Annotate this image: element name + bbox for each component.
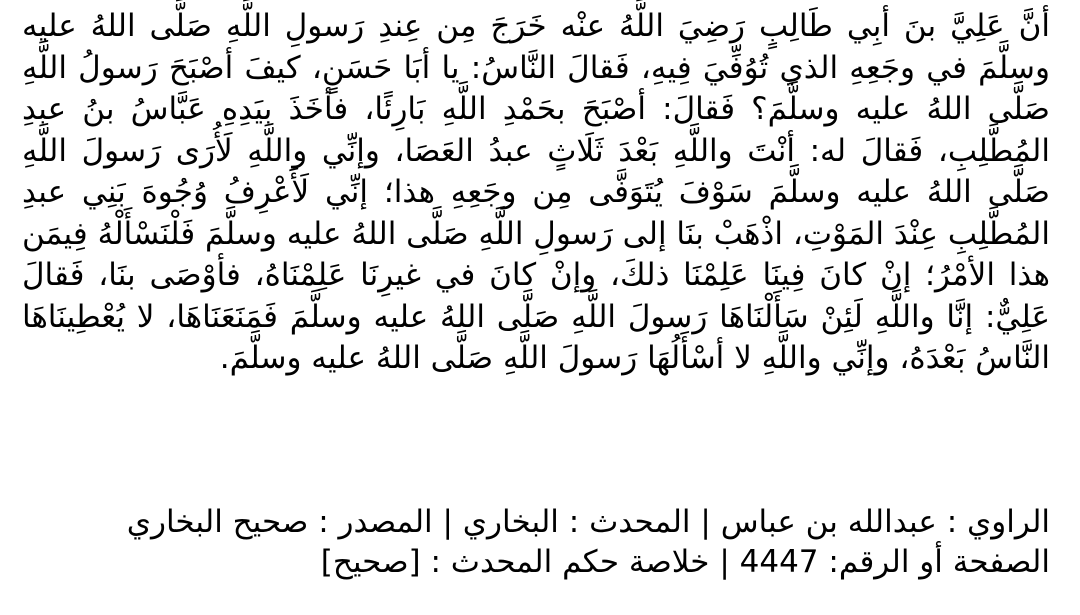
narrator-value: عبدالله بن عباس [720, 504, 937, 540]
attribution-line-grading [321, 542, 1050, 582]
verdict-label: خلاصة حكم المحدث : [430, 544, 710, 580]
muhaddith-label: المحدث : [568, 504, 691, 540]
separator: | [719, 544, 730, 580]
narrator-label: الراوي : [946, 504, 1050, 540]
page-label: الصفحة أو الرقم: [828, 544, 1050, 580]
separator: | [442, 504, 453, 540]
verdict-value: [صحيح] [320, 544, 421, 580]
separator: | [700, 504, 711, 540]
muhaddith-value: البخاري [462, 504, 559, 540]
page-number: 4447 [739, 544, 819, 580]
hadith-text: أنَّ عَلِيَّ بنَ أبِي طَالِبٍ رَضِيَ اللَّهُ عنْه خَرَجَ مِن عِندِ رَسولِ اللَّهِ صَلَّى اللهُ عليه وسلَّمَ في وجَعِهِ الذي تُوُفِّيَ فِيهِ، فَقالَ النَّاسُ: يا أبَا حَسَنٍ، كيفَ أصْبَحَ رَسولُ اللَّهِ صَلَّى اللهُ عليه وسلَّمَ؟ فَقالَ: أصْبَحَ بحَمْدِ اللَّهِ بَارِئًا، فأخَذَ بيَدِهِ عَبَّاسُ بنُ عبدِ المُطَّلِبِ، فَقالَ له: أنْتَ واللَّهِ بَعْدَ ثَلَاثٍ عبدُ العَصَا، وإنِّي واللَّهِ لَأُرَى رَسولَ اللَّهِ صَلَّى اللهُ عليه وسلَّمَ سَوْفَ يُتَوَفَّى مِن وجَعِهِ هذا؛ إنِّي لَأَعْرِفُ وُجُوهَ بَنِي عبدِ المُطَّلِبِ عِنْدَ المَوْتِ، اذْهَبْ بنَا إلى رَسولِ اللَّهِ صَلَّى اللهُ عليه وسلَّمَ فَلْنَسْأَلْهُ فِيمَن هذا الأمْرُ؛ إنْ كانَ فِينَا عَلِمْنَا ذلكَ، وإنْ كانَ في غيرِنَا عَلِمْنَاهُ، فأوْصَى بنَا، فَقالَ عَلِيٌّ: إنَّا واللَّهِ لَئِنْ سَأَلْنَاهَا رَسولَ اللَّهِ صَلَّى اللهُ عليه وسلَّمَ فَمَنَعَنَاهَا، لا يُعْطِينَاهَا النَّاسُ بَعْدَهُ، وإنِّي واللَّهِ لا أسْأَلُهَا رَسولَ اللَّهِ صَلَّى اللهُ عليه وسلَّمَ. [22, 8, 1050, 376]
source-label: المصدر : [318, 504, 433, 540]
source-value: صحيح البخاري [126, 504, 309, 540]
attribution-line-source [127, 502, 1050, 542]
